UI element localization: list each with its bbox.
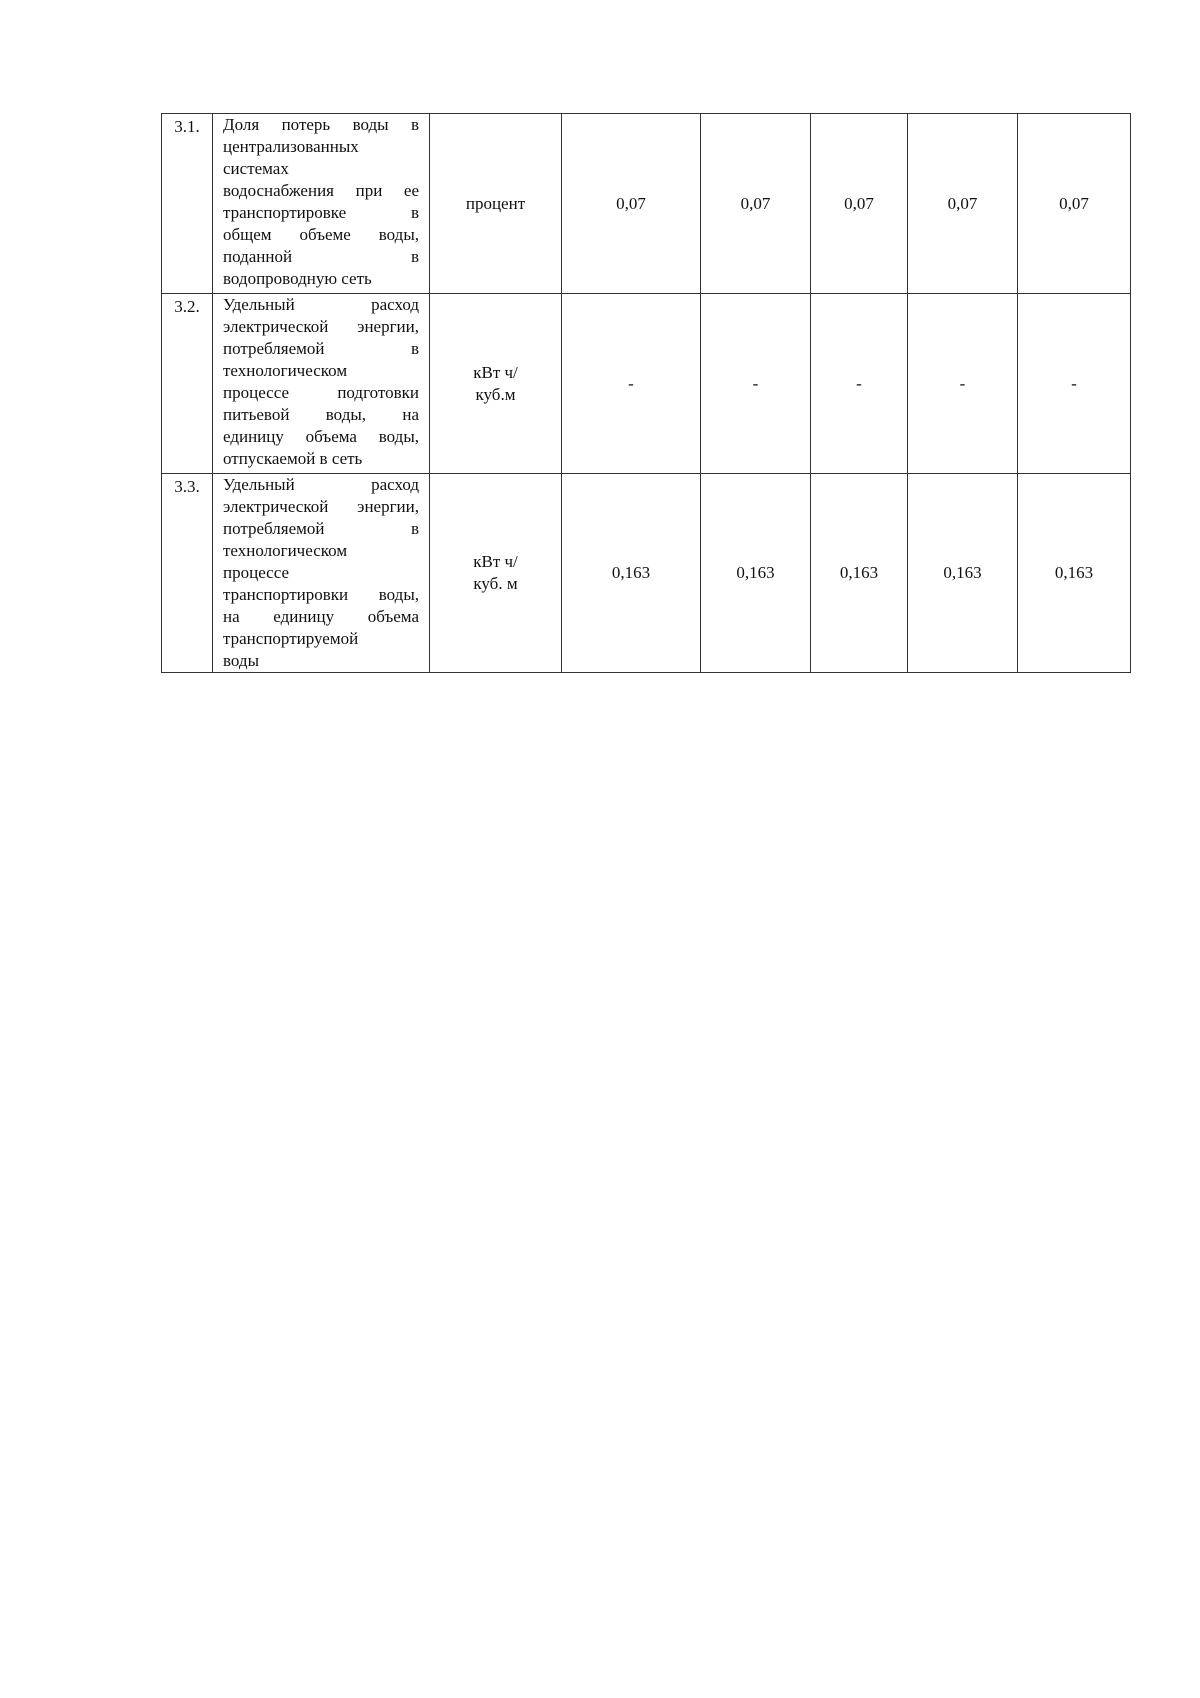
value-cell: 0,163 [908, 474, 1018, 673]
value-cell: - [562, 294, 701, 474]
indicator-name-line: Удельный расход [223, 475, 419, 494]
indicator-name-line: Доля потерь воды в [223, 115, 419, 134]
indicator-name-line: водопроводную сеть [223, 269, 372, 288]
row-number: 3.2. [174, 297, 200, 316]
indicator-name-line: технологическом [223, 361, 348, 380]
value-cell: 0,07 [562, 114, 701, 294]
value-cell: 0,07 [908, 114, 1018, 294]
indicator-name-line: отпускаемой в сеть [223, 449, 363, 468]
value-cell: 0,07 [811, 114, 908, 294]
indicator-name-cell [213, 294, 430, 474]
indicator-name-cell [213, 114, 430, 294]
unit-line: кВт ч/ [473, 362, 518, 382]
indicator-name-line: поданной в [223, 247, 419, 266]
value-cell: 0,163 [1018, 474, 1131, 673]
indicator-name-line: транспортировки воды, [223, 585, 419, 604]
indicator-name-line: единицу объема воды, [223, 427, 419, 446]
indicator-name-line: транспортируемой [223, 629, 359, 648]
indicator-name-line: питьевой воды, на [223, 405, 419, 424]
indicator-name-line: технологическом [223, 541, 348, 560]
indicators-table [161, 113, 1131, 673]
value-cell: - [701, 294, 811, 474]
indicator-name-line: электрической энергии, [223, 497, 419, 516]
row-number: 3.3. [174, 477, 200, 496]
value-cell: - [1018, 294, 1131, 474]
unit-line: кВт ч/ [473, 552, 518, 571]
table-row [162, 474, 1131, 673]
indicator-name-cell [213, 474, 430, 673]
indicator-name-line: на единицу объема [223, 607, 419, 626]
indicator-name-line: общем объеме воды, [223, 225, 419, 244]
indicator-name-line: воды [223, 651, 259, 670]
value-cell: 0,07 [1018, 114, 1131, 294]
row-number-cell [162, 474, 213, 673]
value-cell: - [811, 294, 908, 474]
value-cell: 0,07 [701, 114, 811, 294]
table-row [162, 114, 1131, 294]
indicator-name-line: централизованных [223, 137, 359, 156]
value-cell: 0,163 [701, 474, 811, 673]
indicator-name-line: водоснабжения при ее [223, 181, 419, 200]
unit-cell [430, 114, 562, 294]
indicator-name-line: процессе [223, 563, 290, 582]
indicator-name-line: потребляемой в [223, 519, 419, 538]
value-cell: 0,163 [562, 474, 701, 673]
indicator-name-line: транспортировке в [223, 203, 419, 222]
row-number-cell [162, 114, 213, 294]
value-cell: 0,163 [811, 474, 908, 673]
table-row [162, 294, 1131, 474]
indicator-name-line: процессе подготовки [223, 383, 419, 402]
unit-line: куб.м [475, 384, 516, 404]
unit-cell [430, 474, 562, 673]
indicator-name-line: потребляемой в [223, 339, 419, 358]
unit-cell [430, 294, 562, 474]
row-number: 3.1. [174, 117, 200, 136]
row-number-cell [162, 294, 213, 474]
indicator-name-line: Удельный расход [223, 295, 419, 314]
unit-line: процент [465, 193, 526, 213]
indicator-name-line: электрической энергии, [223, 317, 419, 336]
unit-line: куб. м [473, 574, 518, 593]
indicator-name-line: системах [223, 159, 289, 178]
value-cell: - [908, 294, 1018, 474]
